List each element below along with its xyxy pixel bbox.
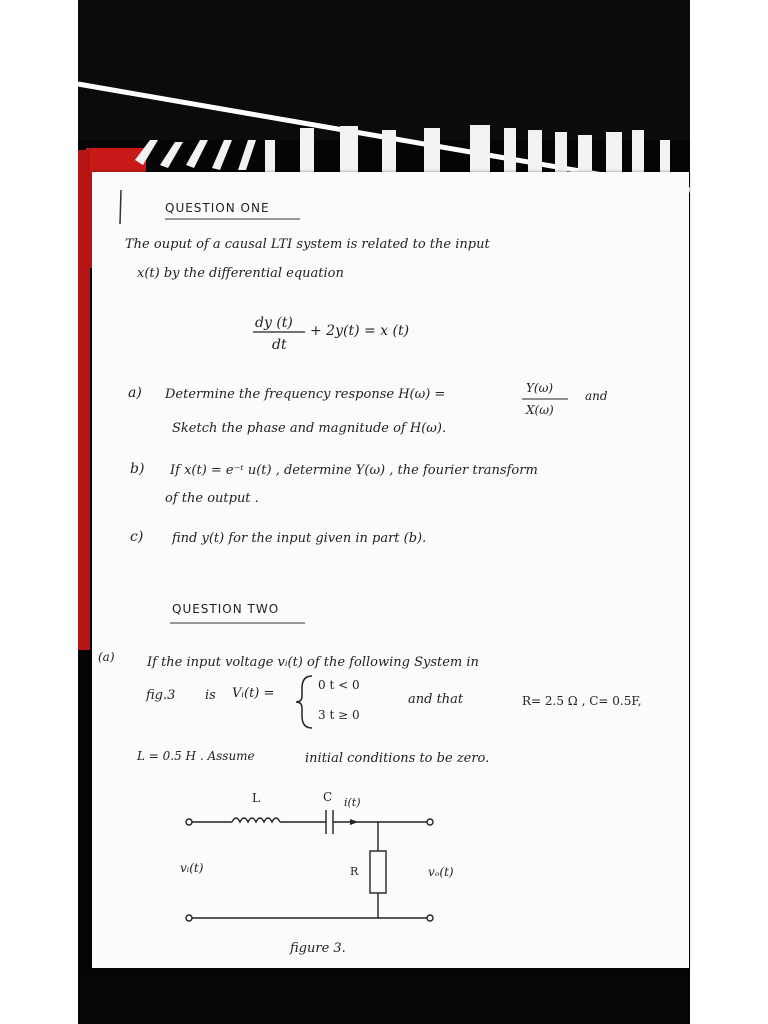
inductor-label: L: [252, 791, 260, 805]
part-c-text: find y(t) for the input given in part (b).: [172, 531, 427, 546]
eq-numerator: dy (t): [255, 315, 293, 331]
current-arrow: [350, 819, 358, 825]
output-voltage-label: vₒ(t): [428, 865, 454, 879]
current-label: i(t): [344, 796, 361, 809]
case-two: 3 t ≥ 0: [318, 708, 360, 722]
capacitor-label: C: [323, 790, 333, 804]
is-word: is: [205, 688, 216, 703]
output-terminal-top: [427, 819, 433, 825]
eq-denominator: dt: [272, 337, 287, 353]
q2-line1: If the input voltage vᵢ(t) of the following System in: [147, 655, 479, 670]
component-values: R= 2.5 Ω , C= 0.5F,: [522, 694, 642, 708]
part-b-line1: If x(t) = e⁻ᵗ u(t) , determine Y(ω) , the fourier transform: [170, 463, 538, 478]
question-one-heading: QUESTION ONE: [165, 201, 270, 215]
part-a-line2: Sketch the phase and magnitude of H(ω).: [172, 421, 447, 436]
eq-right-side: + 2y(t) = x (t): [310, 323, 410, 339]
input-terminal-top: [186, 819, 192, 825]
q2-line3b: initial conditions to be zero.: [305, 751, 490, 766]
resistor: [370, 851, 386, 893]
part-a-frac-num: Y(ω): [526, 381, 554, 395]
q1-intro-line2: x(t) by the differential equation: [137, 266, 344, 281]
resistor-label: R: [350, 865, 359, 878]
vi-equation: Vᵢ(t) =: [232, 686, 275, 701]
fig-reference: fig.3: [146, 688, 176, 703]
part-c-label: c): [130, 529, 144, 545]
part-b-line2: of the output .: [165, 491, 259, 506]
output-terminal-bottom: [427, 915, 433, 921]
part-a-and: and: [585, 389, 608, 403]
question-two-heading: QUESTION TWO: [172, 602, 280, 616]
q2-line3a: L = 0.5 H . Assume: [137, 749, 255, 763]
inductor-coil: [232, 818, 280, 822]
case-one: 0 t < 0: [318, 678, 360, 692]
and-that: and that: [408, 692, 464, 707]
q1-intro-line1: The ouput of a causal LTI system is related to the input: [125, 237, 490, 252]
input-terminal-bottom: [186, 915, 192, 921]
part-b-label: b): [130, 461, 145, 477]
input-voltage-label: vᵢ(t): [180, 861, 204, 875]
part-a-frac-den: X(ω): [526, 403, 554, 417]
figure-caption: figure 3.: [290, 941, 346, 956]
part-a-line1: Determine the frequency response H(ω) =: [165, 387, 446, 402]
part-a-label: a): [128, 385, 142, 401]
part-2a-label: (a): [98, 650, 115, 664]
